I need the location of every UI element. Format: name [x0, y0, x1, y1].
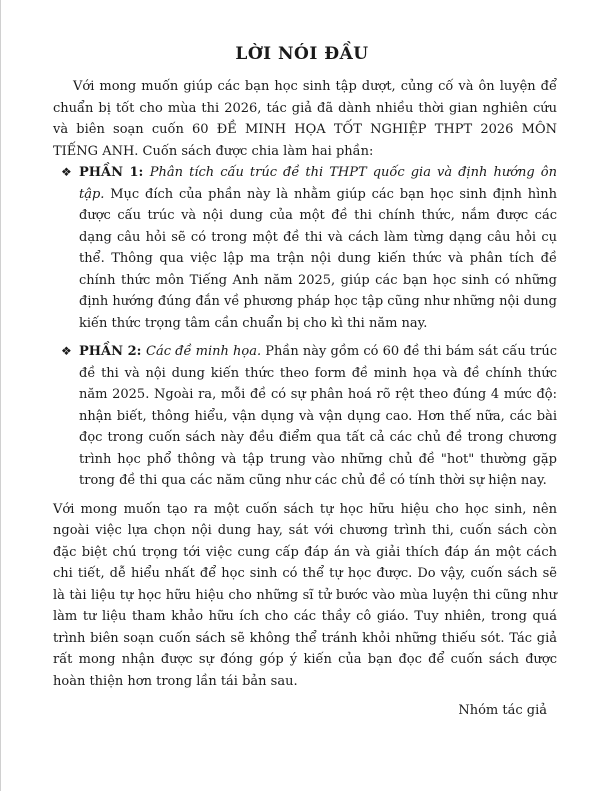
- section-heading: Phân tích cấu trúc đề thi THPT quốc gia và định hướng ôn tập.: [79, 165, 557, 202]
- diamond-bullet-icon: ❖: [61, 344, 72, 358]
- intro-paragraph: Với mong muốn giúp các bạn học sinh tập dượt, củng cố và ôn luyện để chuẩn bị tốt cho mùa thi 2026, tác giả đã dành nhiều thời gian nghiên cứu và biên soạn cuốn 60 ĐỀ MINH HỌA TỐT NGHIỆP THPT 2026 MÔN TIẾNG ANH. Cuốn sách được chia làm hai phần:: [53, 79, 557, 159]
- section-label: PHẦN 2:: [79, 344, 146, 359]
- document-body: [53, 76, 557, 722]
- page-title: LỜI NÓI ĐẦU: [235, 44, 369, 64]
- section-body: Mục đích của phần này là nhằm giúp các bạn học sinh định hình được cấu trúc và nội dung của một đề thi chính thức, nắm được các dạng câu hỏi sẽ có trong một đề thi và cách làm từng dạng câu hỏi cụ thể. Thông qua việc lập ma trận nội dung kiến thức và phân tích đề chính thức môn Tiếng Anh năm 2025, giúp các bạn học sinh có những định hướng đúng đắn về phương pháp học tập cũng như những nội dung kiến thức trọng tâm cần chuẩn bị cho kì thi năm nay.: [79, 186, 558, 331]
- diamond-bullet-icon: ❖: [61, 165, 72, 179]
- section-part-2: [53, 341, 557, 492]
- signature: Nhóm tác giả: [458, 703, 547, 718]
- section-body: Phần này gồm có 60 đề thi bám sát cấu trúc đề thi và nội dung kiến thức theo form đề minh họa và đề chính thức năm 2025. Ngoài ra, mỗi đề có sự phân hoá rõ rệt theo đúng 4 mức độ: nhận biết, thông hiểu, vận dụng và vận dụng cao. Hơn thế nữa, các bài đọc trong cuốn sách này đều điểm qua tất cả các chủ đề trong chương trình học phổ thông và tập trung vào những chủ đề "hot" thường gặp trong đề thi qua các năm cũng như các chủ đề có tính thời sự hiện nay.: [79, 344, 557, 488]
- section-part-1: [53, 162, 557, 334]
- section-heading: Các đề minh họa.: [146, 344, 266, 359]
- closing-paragraph: Với mong muốn tạo ra một cuốn sách tự học hữu hiệu cho học sinh, nên ngoài việc lựa chọn nội dung hay, sát với chương trình thi, cuốn sách còn đặc biệt chú trọng tới việc cung cấp đáp án và giải thích đáp án một cách chi tiết, dễ hiểu nhất để học sinh có thể tự học được. Do vậy, cuốn sách sẽ là tài liệu tự học hữu hiệu cho những sĩ tử bước vào mùa luyện thi cũng như làm tư liệu tham khảo hữu ích cho các thầy cô giáo. Tuy nhiên, trong quá trình biên soạn cuốn sách sẽ không thể tránh khỏi những thiếu sót. Tác giả rất mong nhận được sự đóng góp ý kiến của bạn đọc để cuốn sách được hoàn thiện hơn trong lần tái bản sau.: [53, 501, 557, 689]
- section-label: PHẦN 1:: [79, 165, 150, 180]
